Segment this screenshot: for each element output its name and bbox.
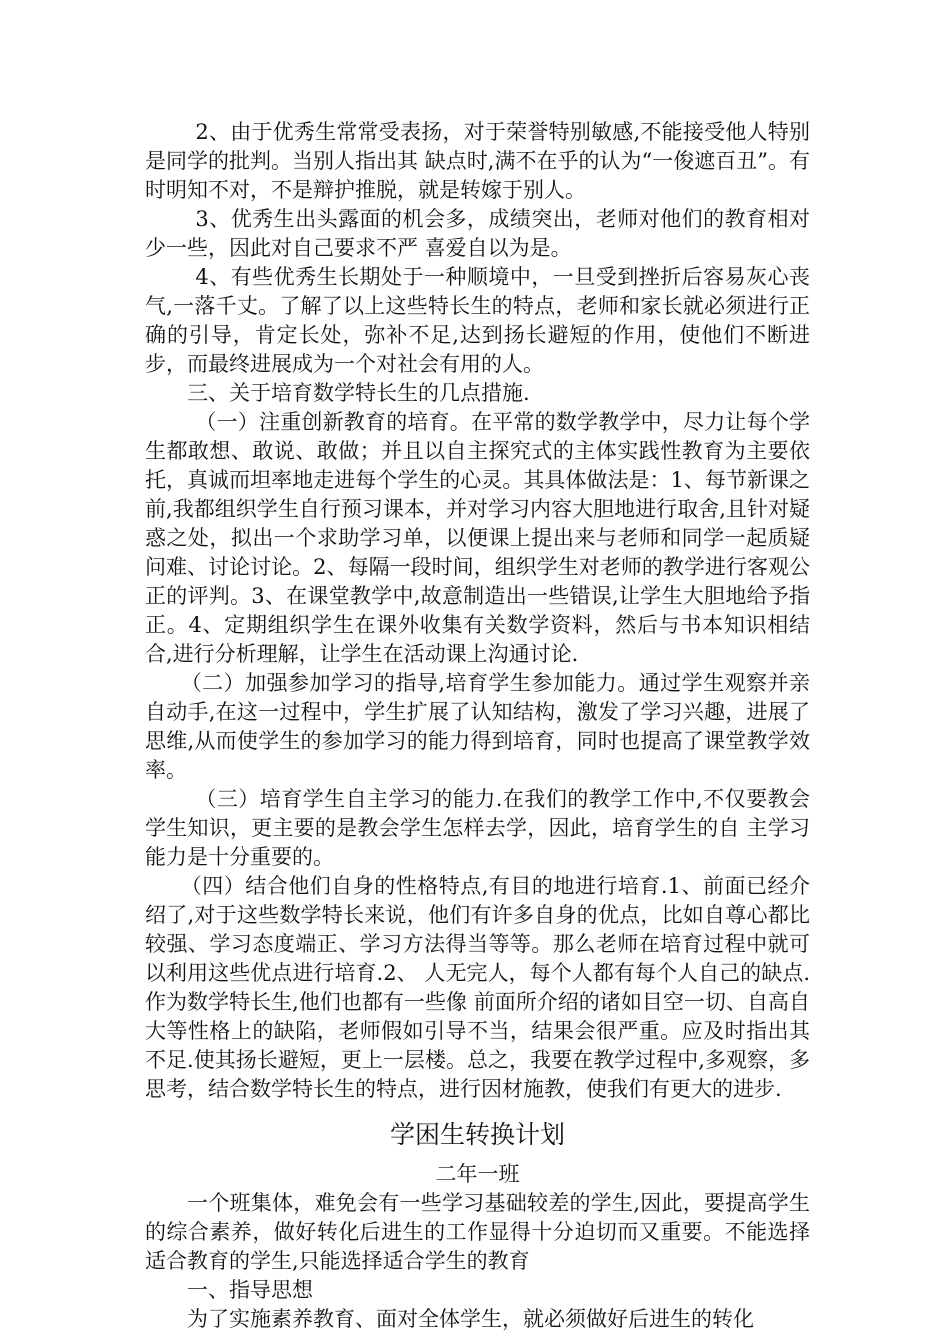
- paragraph-point-2: 2、由于优秀生常常受表扬，对于荣誉特别敏感,不能接受他人特别是同学的批判。当别人指出其 缺点时,满不在乎的认为“一俊遮百丑”。有时明知不对，不是辩护推脱，就是转嫁于别人。: [145, 120, 810, 202]
- section-heading-guiding-thought: 一、指导思想: [187, 1278, 313, 1302]
- paragraph-measure-4: （四）结合他们自身的性格特点,有目的地进行培育.1、前面已经介绍了,对于这些数学特长来说，他们有许多自身的优点，比如自尊心都比较强、学习态度端正、学习方法得当等等。那么老师在培育过程中就可以利用这些优点进行培育.2、 人无完人，每个人都有每个人自己的缺点.作为数学特长生,他们也都有一些像 前面所介绍的诸如目空一切、自高自大等性格上的缺陷，老师假如引导不当，结果会很严重。应及时指出其不足.使其扬长避短，更上一层楼。总之，我要在教学过程中,多观察，多思考，结合数学特长生的特点，进行因材施教，使我们有更大的进步.: [145, 874, 810, 1101]
- paragraph-point-4: 4、有些优秀生长期处于一种顺境中，一旦受到挫折后容易灰心丧气,一落千丈。了解了以上这些特长生的特点，老师和家长就必须进行正确的引导，肯定长处，弥补不足,达到扬长避短的作用，使他们不断进步，而最终进展成为一个对社会有用的人。: [145, 265, 810, 376]
- paragraph-intro: 一个班集体，难免会有一些学习基础较差的学生,因此，要提高学生的综合素养，做好转化后进生的工作显得十分迫切而又重要。不能选择适合教育的学生,只能选择适合学生的教育: [145, 1191, 810, 1273]
- class-label: 二年一班: [435, 1162, 520, 1186]
- document-body: [145, 118, 810, 1334]
- section-heading-measures: 三、关于培育数学特长生的几点措施.: [187, 381, 530, 405]
- paragraph-measure-3: （三）培育学生自主学习的能力.在我们的教学工作中,不仅要教会学生知识，更主要的是教会学生怎样去学，因此，培育学生的自 主学习能力是十分重要的。: [145, 787, 810, 869]
- paragraph-guiding-thought: 为了实施素养教育、面对全体学生，就必须做好后进生的转化: [187, 1307, 754, 1331]
- paragraph-measure-1: （一）注重创新教育的培育。在平常的数学教学中，尽力让每个学生都敢想、敢说、敢做；并且以自主探究式的主体实践性教育为主要依托，真诚而坦率地走进每个学生的心灵。其具体做法是：1、每节新课之前,我都组织学生自行预习课本，并对学习内容大胆地进行取舍,且针对疑惑之处，拟出一个求助学习单，以便课上提出来与老师和同学一起质疑问难、讨论讨论。2、每隔一段时间，组织学生对老师的教学进行客观公正的评判。3、在课堂教学中,故意制造出一些错误,让学生大胆地给予指正。4、定期组织学生在课外收集有关数学资料，然后与书本知识相结合,进行分析理解，让学生在活动课上沟通讨论.: [145, 410, 810, 666]
- paragraph-point-3: 3、优秀生出头露面的机会多，成绩突出，老师对他们的教育相对少一些，因此对自己要求不严 喜爱自以为是。: [145, 207, 810, 260]
- document-title: 学困生转换计划: [389, 1120, 565, 1149]
- paragraph-measure-2: （二）加强参加学习的指导,培育学生参加能力。通过学生观察并亲自动手,在这一过程中，学生扩展了认知结构，激发了学习兴趣，进展了思维,从而使学生的参加学习的能力得到培育，同时也提高了课堂教学效率。: [145, 671, 810, 782]
